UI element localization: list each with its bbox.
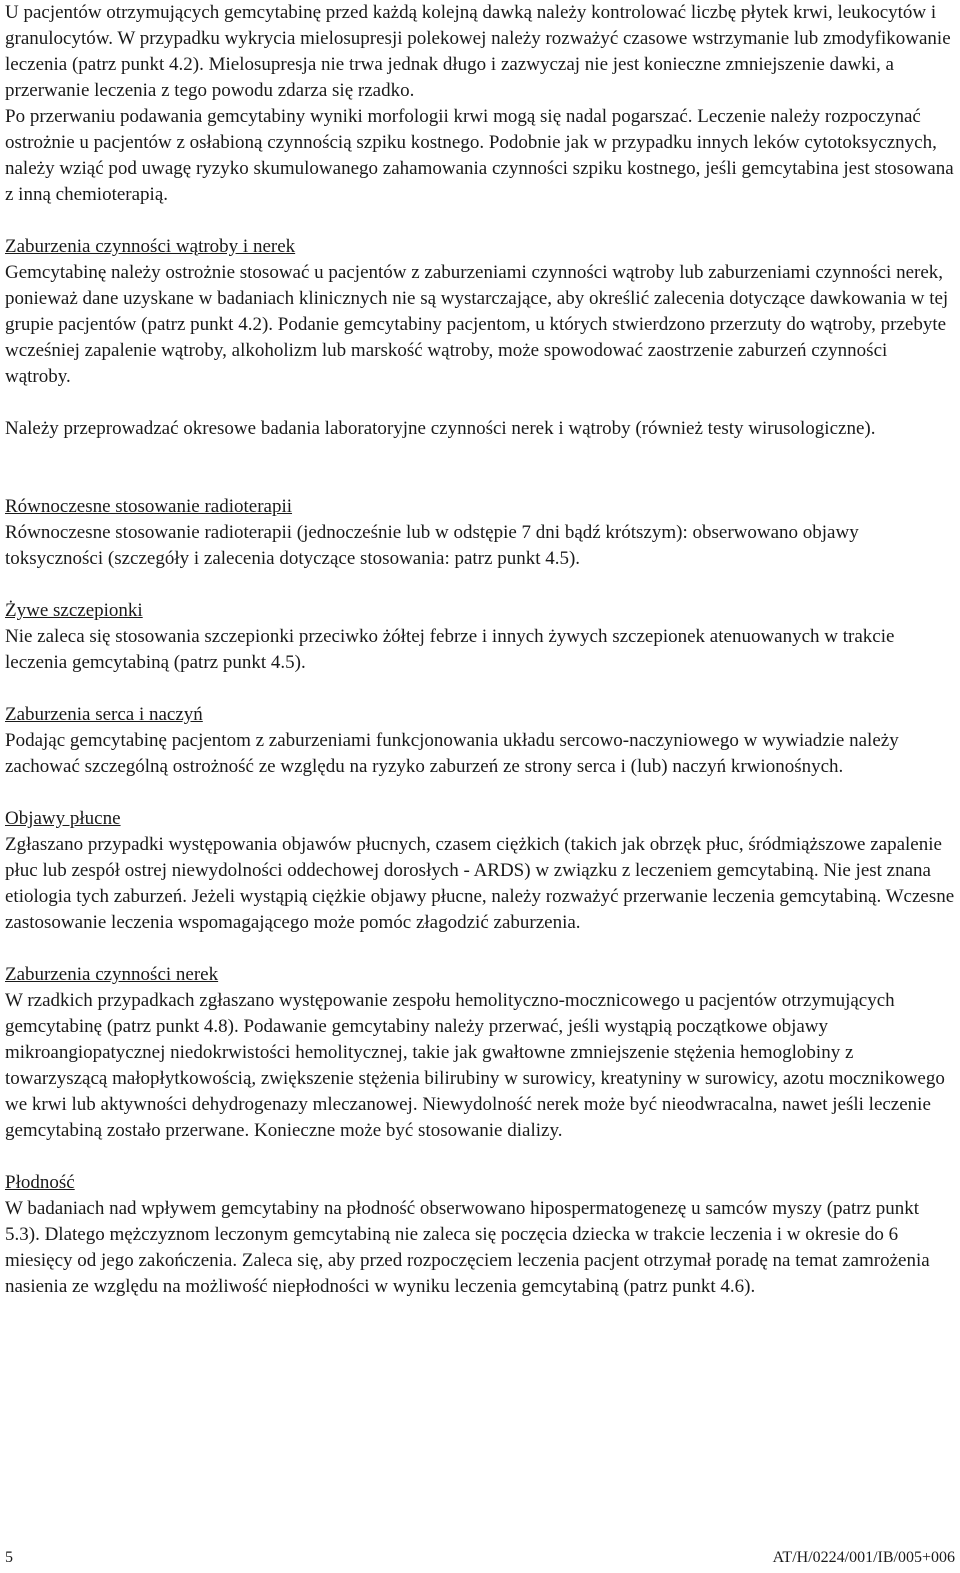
spacer <box>5 1144 955 1170</box>
fertility-section <box>5 1170 955 1300</box>
spacer <box>5 208 955 234</box>
document-page <box>5 0 955 1300</box>
intro-paragraph-2: Po przerwaniu podawania gemcytabiny wyniki morfologii krwi mogą się nadal pogarszać. Leczenie należy rozpoczynać ostrożnie u pacjentów z osłabioną czynnością szpiku kostnego. Podobnie jak w przypadku innych leków cytotoksycznych, należy wziąć pod uwagę ryzyko skumulowanego zahamowania czynności szpiku kostnego, jeśli gemcytabina jest stosowana z inną chemioterapią. <box>5 106 954 205</box>
section-heading: Objawy płucne <box>5 808 121 829</box>
liver-kidney-section <box>5 234 955 442</box>
page-footer <box>5 1547 955 1569</box>
radiotherapy-paragraph: Równoczesne stosowanie radioterapii (jednocześnie lub w odstępie 7 dni bądź krótszym): obserwowano objawy toksyczności (szczegóły i zalecenia dotyczące stosowania: patrz punkt 4.5). <box>5 522 859 569</box>
spacer <box>5 780 955 806</box>
intro-paragraph-1: U pacjentów otrzymujących gemcytabinę przed każdą kolejną dawką należy kontrolować liczbę płytek krwi, leukocytów i granulocytów. W przypadku wykrycia mielosupresji polekowej należy rozważyć czasowe wstrzymanie lub zmodyfikowanie leczenia (patrz punkt 4.2). Mielosupresja nie trwa jednak długo i zazwyczaj nie jest konieczne zmniejszenie dawki, a przerwanie leczenia z tego powodu zdarza się rzadko. <box>5 2 951 101</box>
section-heading: Zaburzenia serca i naczyń <box>5 704 203 725</box>
spacer <box>5 390 955 416</box>
radiotherapy-section <box>5 494 955 572</box>
cardio-paragraph: Podając gemcytabinę pacjentom z zaburzeniami funkcjonowania układu sercowo-naczyniowego w wywiadzie należy zachować szczególną ostrożność ze względu na ryzyko zaburzeń ze strony serca i (lub) naczyń krwionośnych. <box>5 730 899 777</box>
liver-kidney-paragraph-2: Należy przeprowadzać okresowe badania laboratoryjne czynności nerek i wątroby (również testy wirusologiczne). <box>5 418 876 439</box>
cardio-section <box>5 702 955 780</box>
document-code: AT/H/0224/001/IB/005+006 <box>772 1549 955 1566</box>
section-heading: Zaburzenia czynności wątroby i nerek <box>5 236 296 257</box>
spacer <box>5 936 955 962</box>
spacer <box>5 442 955 494</box>
vaccines-paragraph: Nie zaleca się stosowania szczepionki przeciwko żółtej febrze i innych żywych szczepionek atenuowanych w trakcie leczenia gemcytabiną (patrz punkt 4.5). <box>5 626 895 673</box>
section-heading: Żywe szczepionki <box>5 600 143 621</box>
intro-section <box>5 0 955 208</box>
pulmonary-paragraph: Zgłaszano przypadki występowania objawów płucnych, czasem ciężkich (takich jak obrzęk płuc, śródmiąższowe zapalenie płuc lub zespół ostrej niewydolności oddechowej dorosłych - ARDS) w związku z leczeniem gemcytabiną. Nie jest znana etiologia tych zaburzeń. Jeżeli wystąpią ciężkie objawy płucne, należy rozważyć przerwanie leczenia gemcytabiną. Wczesne zastosowanie leczenia wspomagającego może pomóc złagodzić zaburzenia. <box>5 834 955 933</box>
page-number: 5 <box>5 1549 13 1566</box>
vaccines-section <box>5 598 955 676</box>
spacer <box>5 676 955 702</box>
section-heading: Płodność <box>5 1172 75 1193</box>
renal-section <box>5 962 955 1144</box>
renal-paragraph: W rzadkich przypadkach zgłaszano występowanie zespołu hemolityczno-mocznicowego u pacjentów otrzymujących gemcytabinę (patrz punkt 4.8). Podawanie gemcytabiny należy przerwać, jeśli wystąpią początkowe objawy mikroangiopatycznej niedokrwistości hemolitycznej, takie jak gwałtowne zmniejszenie stężenia hemoglobiny z towarzyszącą małopłytkowością, zwiększenie stężenia bilirubiny w surowicy, kreatyniny w surowicy, azotu mocznikowego we krwi lub aktywności dehydrogenazy mleczanowej. Niewydolność nerek może być nieodwracalna, nawet jeśli leczenie gemcytabiną zostało przerwane. Konieczne może być stosowanie dializy. <box>5 990 945 1141</box>
section-heading: Równoczesne stosowanie radioterapii <box>5 496 293 517</box>
liver-kidney-paragraph-1: Gemcytabinę należy ostrożnie stosować u pacjentów z zaburzeniami czynności wątroby lub zaburzeniami czynności nerek, ponieważ dane uzyskane w badaniach klinicznych nie są wystarczające, aby określić zalecenia dotyczące dawkowania w tej grupie pacjentów (patrz punkt 4.2). Podanie gemcytabiny pacjentom, u których stwierdzono przerzuty do wątroby, przebyte wcześniej zapalenie wątroby, alkoholizm lub marskość wątroby, może spowodować zaostrzenie zaburzeń czynności wątroby. <box>5 262 949 387</box>
section-heading: Zaburzenia czynności nerek <box>5 964 219 985</box>
spacer <box>5 572 955 598</box>
pulmonary-section <box>5 806 955 936</box>
fertility-paragraph: W badaniach nad wpływem gemcytabiny na płodność obserwowano hipospermatogenezę u samców myszy (patrz punkt 5.3). Dlatego mężczyznom leczonym gemcytabiną nie zaleca się poczęcia dziecka w trakcie leczenia i w okresie do 6 miesięcy od jego zakończenia. Zaleca się, aby przed rozpoczęciem leczenia pacjent otrzymał poradę na temat zamrożenia nasienia ze względu na możliwość niepłodności w wyniku leczenia gemcytabiną (patrz punkt 4.6). <box>5 1198 930 1297</box>
